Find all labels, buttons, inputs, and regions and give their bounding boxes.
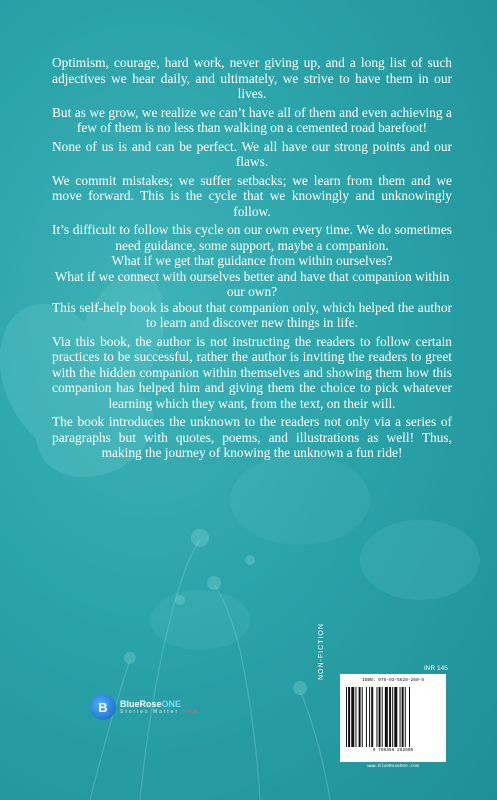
blurb-paragraph: This self-help book is about that companion only, which helped the author to learn and discover new things in life. bbox=[52, 299, 452, 330]
publisher-tagline bbox=[120, 709, 199, 715]
publisher-mark-icon: B bbox=[90, 694, 116, 720]
barcode-bar bbox=[402, 687, 404, 747]
publisher-name-accent: ONE bbox=[161, 699, 182, 709]
barcode-image bbox=[346, 687, 440, 747]
barcode-bar bbox=[389, 687, 391, 747]
barcode-bar bbox=[385, 687, 388, 747]
publisher-wordmark bbox=[120, 699, 199, 715]
publisher-logo bbox=[90, 692, 200, 722]
blurb-paragraph: But as we grow, we realize we can’t have all of them and even achieving a few of them is no less than walking on a cemented road barefoot! bbox=[52, 104, 452, 135]
blurb-paragraph: We commit mistakes; we suffer setbacks; we learn from them and we move forward. This is the cycle that we knowingly and unknowingly follow. bbox=[52, 172, 452, 219]
barcode-bar bbox=[362, 687, 363, 747]
barcode-bar bbox=[405, 687, 406, 747]
barcode-bar bbox=[392, 687, 393, 747]
publisher-name bbox=[120, 699, 199, 709]
publisher-tagline-accent: Now bbox=[182, 709, 199, 715]
genre-label: NON-FICTION bbox=[318, 623, 325, 680]
barcode-bar bbox=[394, 687, 397, 747]
barcode-panel bbox=[340, 674, 446, 762]
barcode-bar bbox=[355, 687, 356, 747]
publisher-tagline-text: Stories Matter bbox=[120, 709, 180, 715]
barcode-bar bbox=[359, 687, 361, 747]
blurb-paragraph: What if we get that guidance from within ourselves? bbox=[111, 253, 393, 268]
barcode-bar bbox=[346, 687, 347, 747]
barcode-bar bbox=[348, 687, 350, 747]
barcode-bar bbox=[366, 687, 367, 747]
isbn-text: ISBN: 978-93-5628-260-5 bbox=[361, 678, 425, 683]
barcode-bar bbox=[409, 687, 410, 747]
publisher-website: www.BlueRoseOne.com bbox=[367, 764, 419, 769]
blurb-paragraph: The book introduces the unknown to the readers not only via a series of paragraphs but with quotes, poems, and illustrations as well! Thus, making the journey of knowing the unknown a fun ride! bbox=[52, 414, 452, 460]
back-cover-blurb bbox=[52, 55, 452, 464]
blurb-paragraph: What if we connect with ourselves better and have that companion within our own? bbox=[54, 268, 450, 299]
barcode-bar bbox=[379, 687, 381, 747]
blurb-paragraph: Via this book, the author is not instructing the readers to follow certain practices to be successful, rather the author is inviting the readers to greet with the hidden companion within themselves and showing them how this companion has helped him and giving them the choice to pick whatever learning which they want, from the text, on their will. bbox=[52, 333, 452, 411]
barcode-bar bbox=[376, 687, 377, 747]
barcode-bar bbox=[400, 687, 401, 747]
blurb-paragraph: None of us is and can be perfect. We all have our strong points and our flaws. bbox=[52, 138, 452, 169]
barcode-bar bbox=[369, 687, 370, 747]
price-label: INR 145 bbox=[424, 665, 448, 672]
barcode-bar bbox=[382, 687, 383, 747]
isbn-digits: 9 789356 282605 bbox=[372, 748, 414, 753]
blurb-paragraph: Optimism, courage, hard work, never giving up, and a long list of such adjectives we hear daily, and ultimately, we strive to have them in our lives. bbox=[52, 55, 452, 101]
barcode-bar bbox=[371, 687, 373, 747]
publisher-name-main: BlueRose bbox=[120, 699, 162, 709]
barcode-bar bbox=[351, 687, 354, 747]
blurb-paragraph: It’s difficult to follow this cycle on our own every time. We do sometimes need guidance, some support, maybe a companion. bbox=[52, 222, 452, 253]
